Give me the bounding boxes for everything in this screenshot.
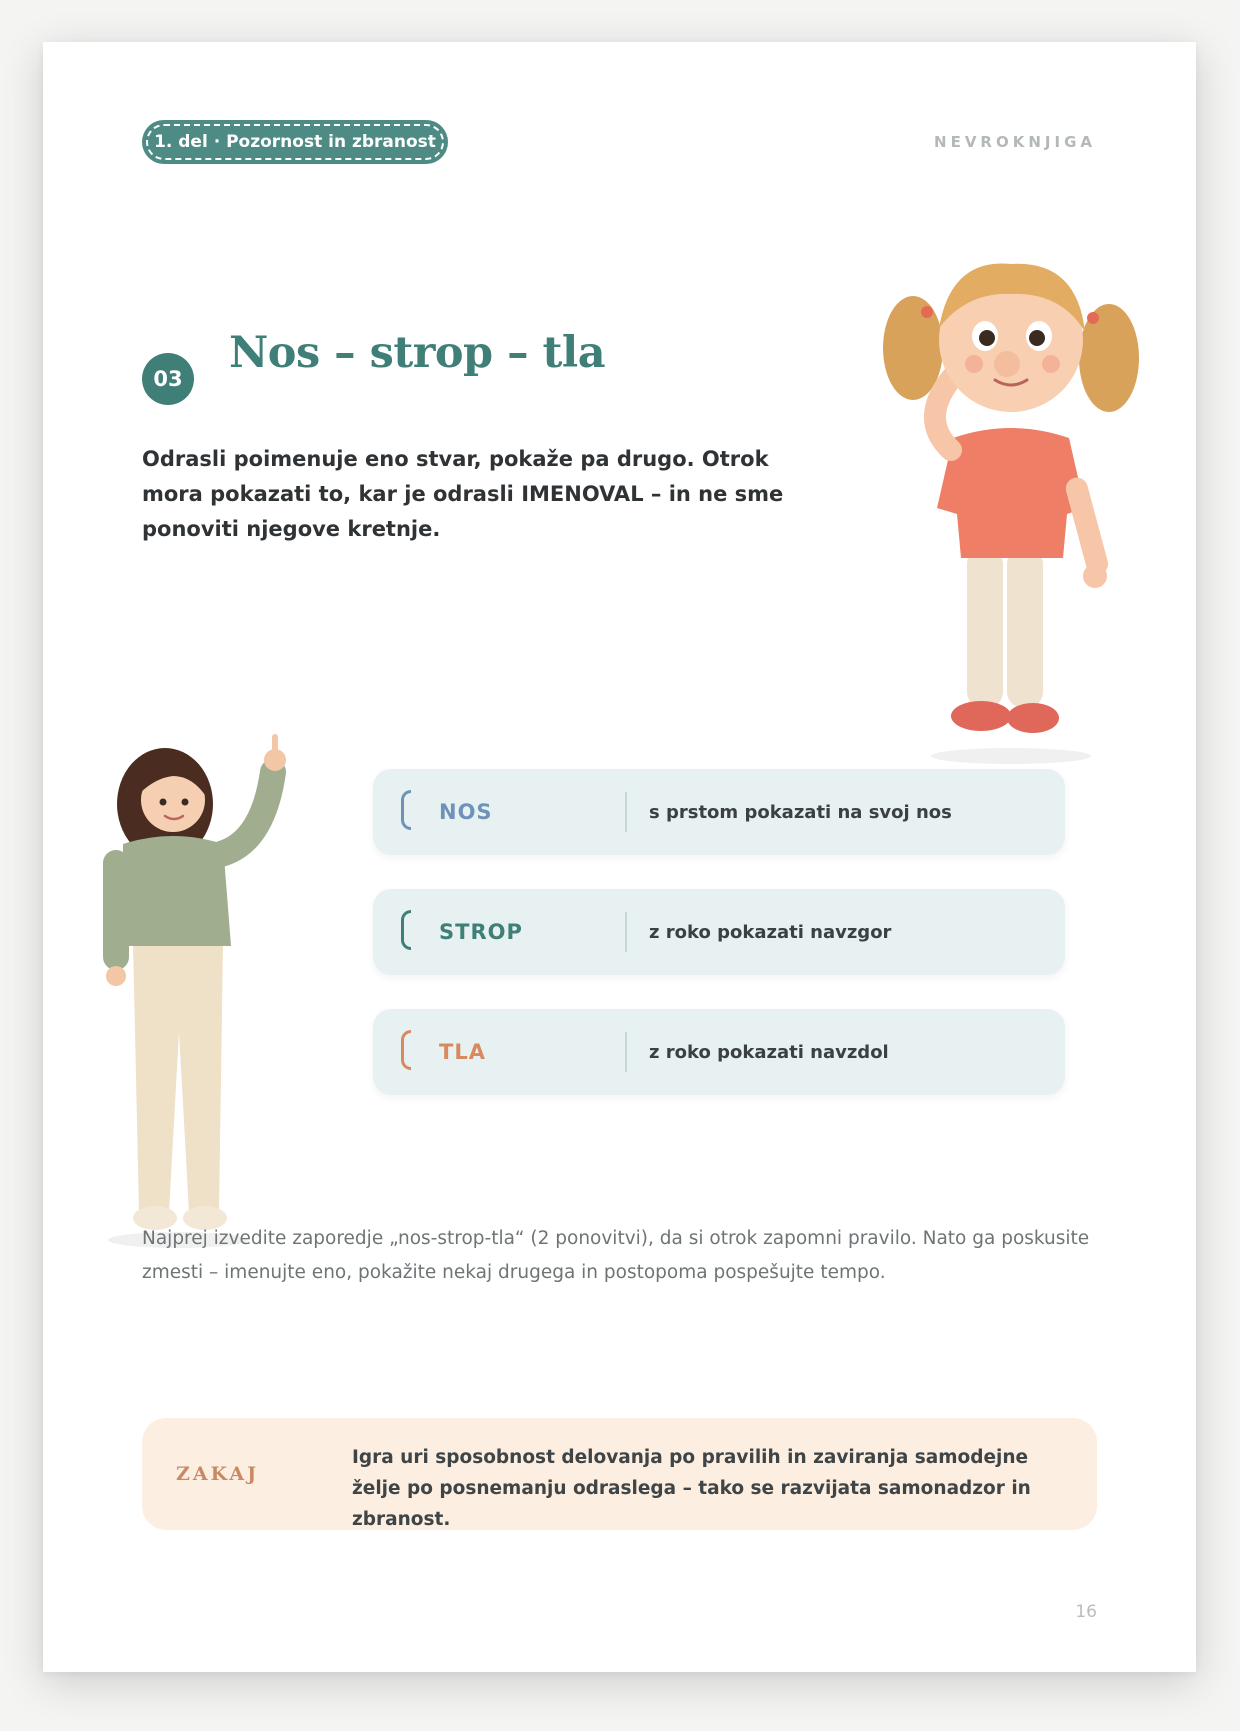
exercise-number: 03 — [142, 353, 194, 405]
row-divider — [625, 792, 627, 832]
girl-touching-nose-illustration — [871, 228, 1151, 768]
section-badge — [142, 120, 448, 164]
page-number: 16 — [1075, 1602, 1097, 1622]
woman-pointing-up-illustration — [73, 732, 303, 1252]
bracket-icon — [401, 1030, 411, 1070]
brand-name: NEVROKNJIGA — [934, 133, 1096, 151]
rule-term: NOS — [439, 800, 493, 824]
why-box — [142, 1418, 1097, 1530]
row-divider — [625, 912, 627, 952]
rule-term: STROP — [439, 920, 523, 944]
exercise-title: Nos – strop – tla — [229, 328, 606, 378]
rule-row-tla — [373, 1009, 1065, 1095]
rule-description: z roko pokazati navzgor — [649, 921, 892, 943]
row-divider — [625, 1032, 627, 1072]
rule-row-strop — [373, 889, 1065, 975]
book-page — [43, 42, 1196, 1672]
why-label: ZAKAJ — [176, 1463, 260, 1485]
exercise-lead: Odrasli poimenuje eno stvar, pokaže pa drugo. Otrok mora pokazati to, kar je odrasli IMENOVAL – in ne sme ponoviti njegove kretnje. — [142, 447, 784, 541]
rule-row-nos — [373, 769, 1065, 855]
rule-description: s prstom pokazati na svoj nos — [649, 801, 952, 823]
instructions-note: Najprej izvedite zaporedje „nos-strop-tla“ (2 ponovitvi), da si otrok zapomni pravilo. Nato ga poskusite zmesti – imenujte eno, pokažite nekaj drugega in postopoma pospešujte tempo. — [142, 1228, 1090, 1283]
bracket-icon — [401, 910, 411, 950]
rules-list — [373, 769, 1065, 1129]
section-badge-label: 1. del · Pozornost in zbranost — [146, 124, 444, 160]
why-text: Igra uri sposobnost delovanja po pravilih in zaviranja samodejne želje po posnemanju odraslega – tako se razvijata samonadzor in zbranost. — [352, 1447, 1031, 1530]
rule-description: z roko pokazati navzdol — [649, 1041, 889, 1063]
bracket-icon — [401, 790, 411, 830]
rule-term: TLA — [439, 1040, 486, 1064]
